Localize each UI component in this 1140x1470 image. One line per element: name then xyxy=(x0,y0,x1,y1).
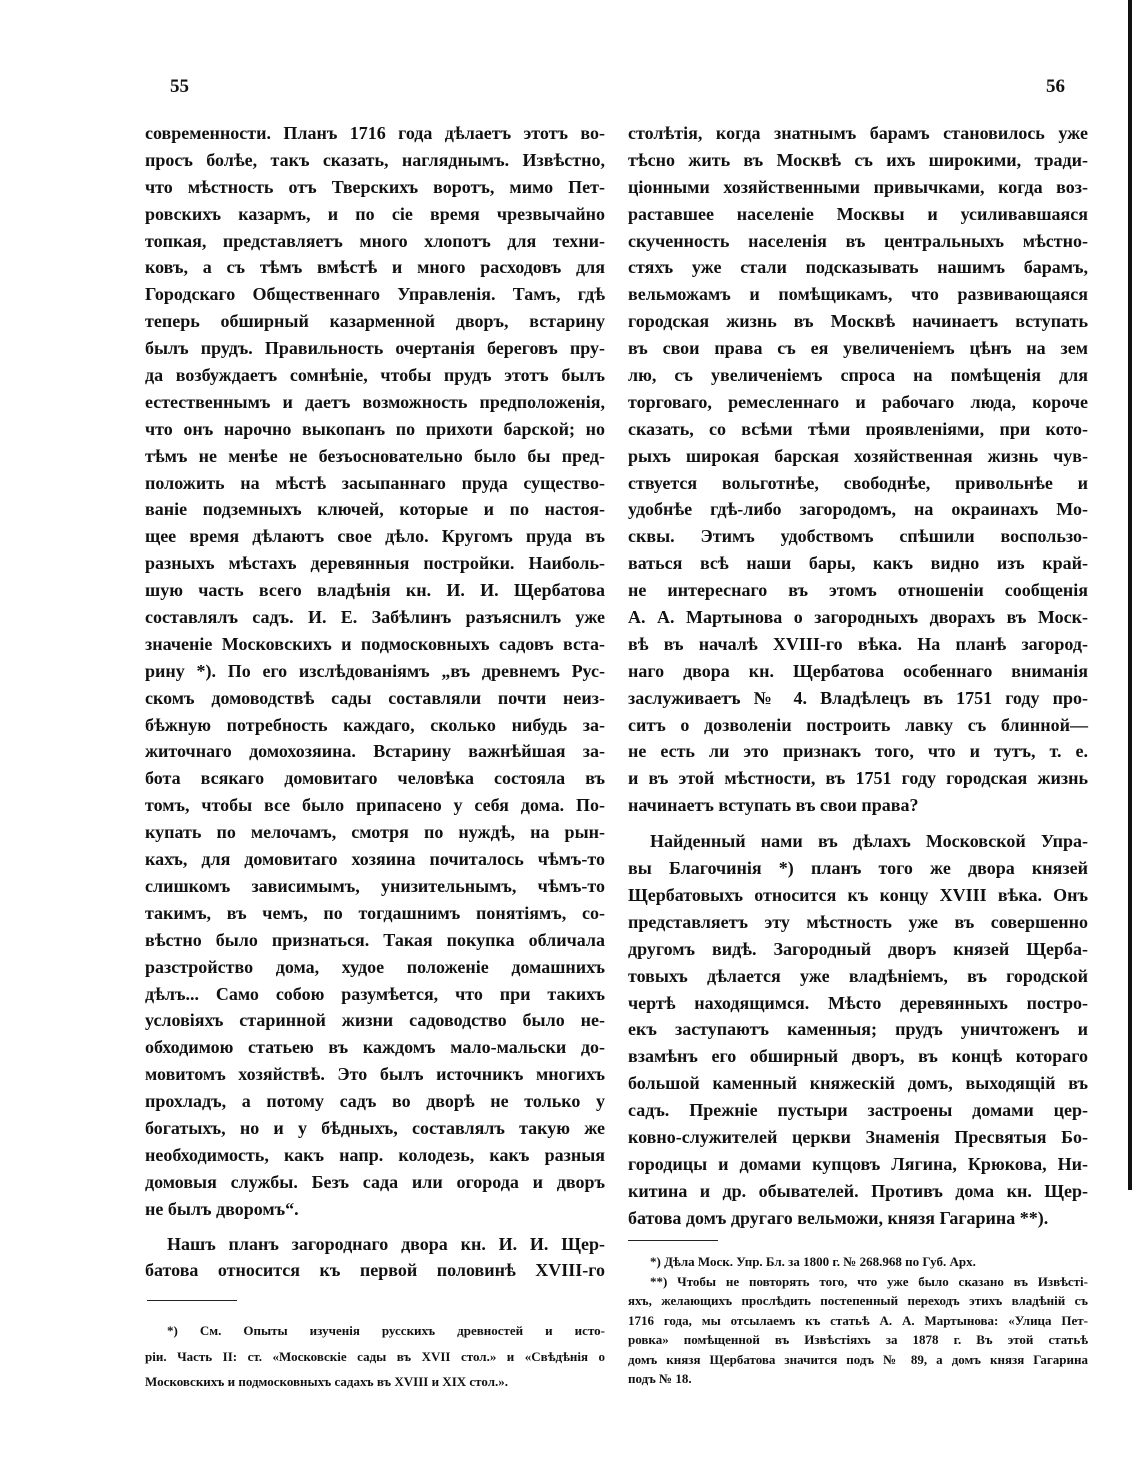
text-line: начинаетъ вступать въ свои права? xyxy=(628,795,919,816)
text-line: вы Благочинія *) планъ того же двора князей xyxy=(628,858,1088,879)
text-line: составлялъ садъ. И. Е. Забѣлинъ разъяснилъ уже xyxy=(145,607,605,628)
text-line: топкая, представляетъ много хлопотъ для техни- xyxy=(145,230,605,251)
footnote-line: домъ князя Щербатова значится подъ № 89, а домъ князя Гагарина xyxy=(628,1351,1088,1367)
text-line: обходимою статьею въ каждомъ мало-мальски до- xyxy=(145,1037,605,1058)
text-line: слишкомъ зависимымъ, унизительнымъ, чѣмъ-то xyxy=(145,875,605,896)
text-line: не былъ дворомъ“. xyxy=(145,1198,299,1219)
text-line: представляетъ эту мѣстность уже въ совершенно xyxy=(628,911,1088,932)
text-line: товыхъ дѣлается уже владѣніемъ, въ городской xyxy=(628,965,1088,986)
text-line: другомъ видѣ. Загородный дворъ князей Щерба- xyxy=(628,938,1088,959)
text-line: Щербатовыхъ относится къ концу XVIII вѣка. Онъ xyxy=(628,884,1088,905)
text-line: мовитомъ хозяйствѣ. Это былъ источникъ многихъ xyxy=(145,1064,605,1085)
text-line: просъ болѣе, такъ сказать, нагляднымъ. Извѣстно, xyxy=(145,149,605,170)
text-line: тѣмъ не менѣе не безъосновательно было бы пред- xyxy=(145,445,605,466)
text-line: бѣжную потребность каждаго, сколько нибудь за- xyxy=(145,714,605,735)
text-line: разстройство дома, худое положеніе домашнихъ xyxy=(145,956,605,977)
text-line: батова относится къ первой половинѣ XVIII-го xyxy=(145,1260,605,1281)
text-line: необходимость, какъ напр. колодезь, какъ разныя xyxy=(145,1144,605,1165)
text-line: рыхъ широкая барская хозяйственная жизнь чув- xyxy=(628,445,1088,466)
text-line: ціонными хозяйственными привычками, когда воз- xyxy=(628,176,1088,197)
text-line: городицы и домами купцовъ Лягина, Крюкова, Ни- xyxy=(628,1153,1088,1174)
text-line: богатыхъ, но и у бѣдныхъ, составлялъ такую же xyxy=(145,1117,605,1138)
text-line: ковъ, а съ тѣмъ вмѣстѣ и много расходовъ для xyxy=(145,257,605,278)
footnote-line: яхъ, желающихъ прослѣдить постепенный переходъ этихъ владѣній съ xyxy=(628,1293,1088,1308)
footnote-rule-left xyxy=(147,1300,237,1301)
text-line: ваніе подземныхъ ключей, которые и по настоя- xyxy=(145,499,605,520)
footnote-line: подъ № 18. xyxy=(628,1371,692,1386)
text-line: условіяхъ старинной жизни садоводство было не- xyxy=(145,1010,605,1031)
text-line: купать по мелочамъ, смотря по нуждѣ, на рын- xyxy=(145,822,605,843)
text-line: значеніе Московскихъ и подмосковныхъ садовъ вста- xyxy=(145,633,605,654)
text-line: рину *). По его изслѣдованіямъ „въ древнемъ Рус- xyxy=(145,660,605,681)
text-line: стяхъ уже стали подсказывать нашимъ барамъ, xyxy=(628,257,1088,278)
left-footnotes xyxy=(145,1318,605,1395)
text-line: ваться всѣ наши бары, какъ видно изъ край- xyxy=(628,553,1088,574)
text-line: прохладъ, а потому садъ во дворѣ не только у xyxy=(145,1091,605,1112)
text-line: взамѣнъ его обширный дворъ, въ концѣ котораго xyxy=(628,1046,1088,1067)
text-line: что онъ нарочно выкопанъ по прихоти барской; но xyxy=(145,418,605,439)
footnote-line: 1716 года, мы отсылаемъ къ статьѣ А. А. Мартынова: «Улица Пет- xyxy=(628,1312,1088,1328)
text-line: не есть ли это признакъ того, что и тутъ, т. е. xyxy=(628,741,1088,762)
text-line: батова домъ другаго вельможи, князя Гагарина **). xyxy=(628,1207,1049,1228)
text-line: сквы. Этимъ удобствомъ спѣшили воспользо- xyxy=(628,526,1088,547)
footnote-line: ріи. Часть II: ст. «Московскіе сады въ XVII стол.» и «Свѣдѣнія о xyxy=(145,1348,605,1364)
footnote-line: ровка» помѣщенной въ Извѣстіяхъ за 1878 г. Въ этой статьѣ xyxy=(628,1332,1088,1347)
text-line: заслуживаетъ № 4. Владѣлецъ въ 1751 году про- xyxy=(628,687,1088,708)
text-line: да возбуждаетъ сомнѣніе, чтобы прудъ этотъ былъ xyxy=(145,365,605,386)
text-line: раставшее населеніе Москвы и усиливавшаяся xyxy=(628,203,1088,224)
text-line: торговаго, ремесленнаго и рабочаго люда, короче xyxy=(628,391,1088,412)
text-line: Нашъ планъ загороднаго двора кн. И. И. Щер- xyxy=(167,1233,605,1254)
text-line: Городскаго Общественнаго Управленія. Тамъ, гдѣ xyxy=(145,284,605,305)
text-line: наго двора кн. Щербатова особеннаго вниманія xyxy=(628,660,1088,681)
text-line: ковно-служителей церкви Знаменія Пресвятыя Бо- xyxy=(628,1126,1088,1147)
text-line: и въ этой мѣстности, въ 1751 году городская жизнь xyxy=(628,768,1088,789)
text-line: вельможамъ и помѣщикамъ, что развивающаяся xyxy=(628,284,1088,305)
text-line: дѣлъ... Само собою разумѣется, что при такихъ xyxy=(145,983,605,1004)
text-line: городская жизнь въ Москвѣ начинаетъ вступать xyxy=(628,311,1088,332)
text-line: домовыя службы. Безъ сада или огорода и дворъ xyxy=(145,1171,605,1192)
text-line: что мѣстность отъ Тверскихъ воротъ, мимо Пет- xyxy=(145,176,605,197)
right-footnotes xyxy=(628,1252,1088,1389)
text-line: ситъ о дозволеніи построить лавку съ блинной— xyxy=(628,714,1088,735)
text-line: удобнѣе гдѣ-либо загородомъ, на окраинахъ Мо- xyxy=(628,499,1088,520)
text-line: лю, съ увеличеніемъ спроса на помѣщенія для xyxy=(628,365,1088,386)
left-column-text xyxy=(145,120,605,1284)
footnote-line: Московскихъ и подмосковныхъ садахъ въ XVIII и XIX стол.». xyxy=(145,1374,509,1389)
footnote-line: *) Дѣла Моск. Упр. Бл. за 1800 г. № 268.968 по Губ. Арх. xyxy=(650,1254,976,1269)
text-line: разныхъ мѣстахъ деревянныя постройки. Наиболь- xyxy=(145,553,605,574)
text-line: столѣтія, когда знатнымъ барамъ становилось уже xyxy=(628,123,1088,143)
text-line: естественнымъ и даетъ возможность предположенія, xyxy=(145,391,605,412)
footnote-line: *) См. Опыты изученія русскихъ древностей и исто- xyxy=(167,1323,605,1338)
text-line: скомъ домоводствѣ сады составляли почти неиз- xyxy=(145,687,605,708)
text-line: такимъ, въ чемъ, по тогдашнимъ понятіямъ, со- xyxy=(145,902,605,923)
text-line: не интереснаго въ этомъ отношеніи сообщенія xyxy=(628,580,1088,601)
page-number-left: 55 xyxy=(170,76,189,97)
text-line: вѣ въ началѣ XVIII-го вѣка. На планѣ загород- xyxy=(628,633,1088,654)
text-line: сказать, со всѣми тѣми проявленіями, при кото- xyxy=(628,418,1088,439)
text-line: бота всякаго домовитаго человѣка состояла въ xyxy=(145,768,605,789)
text-line: современности. Планъ 1716 года дѣлаетъ этотъ во- xyxy=(145,123,605,143)
text-line: екъ заступаютъ каменныя; прудъ уничтоженъ и xyxy=(628,1019,1088,1040)
text-line: теперь обширный казарменной дворъ, встарину xyxy=(145,311,605,332)
text-line: большой каменный княжескій домъ, выходящій въ xyxy=(628,1073,1088,1094)
text-line: тѣсно жить въ Москвѣ съ ихъ широкими, тради- xyxy=(628,149,1088,170)
text-line: томъ, чтобы все было припасено у себя дома. По- xyxy=(145,795,605,816)
text-line: Найденный нами въ дѣлахъ Московской Упра- xyxy=(650,831,1088,852)
text-line: шую часть всего владѣнія кн. И. И. Щербатова xyxy=(145,580,605,601)
right-column-text xyxy=(628,120,1088,1232)
text-line: ствуется вольготнѣе, свободнѣе, привольнѣе и xyxy=(628,472,1088,493)
text-line: былъ прудъ. Правильность очертанія береговъ пру- xyxy=(145,338,605,359)
text-line: ровскихъ казармъ, и по сіе время чрезвычайно xyxy=(145,203,605,224)
text-line: китина и др. обывателей. Противъ дома кн. Щер- xyxy=(628,1180,1088,1201)
footnote-line: **) Чтобы не повторять того, что уже было сказано въ Извѣстi- xyxy=(650,1273,1088,1289)
text-line: положить на мѣстѣ засыпаннаго пруда существо- xyxy=(145,472,605,493)
text-line: А. А. Мартынова о загородныхъ дворахъ въ Моск- xyxy=(628,607,1088,628)
scan-page-edge xyxy=(1128,0,1132,1190)
text-line: чертѣ находящимся. Мѣсто деревянныхъ постро- xyxy=(628,992,1088,1013)
text-line: житочнаго домохозяина. Встарину важнѣйшая за- xyxy=(145,741,605,762)
text-line: кахъ, для домовитаго хозяина почиталось чѣмъ-то xyxy=(145,849,605,870)
text-line: скученность населенія въ центральныхъ мѣстно- xyxy=(628,230,1088,251)
text-line: вѣстно было признаться. Такая покупка обличала xyxy=(145,929,605,950)
text-line: въ свои права съ ея увеличеніемъ цѣнъ на зем xyxy=(628,338,1088,359)
text-line: щее время дѣлаютъ свое дѣло. Кругомъ пруда въ xyxy=(145,526,605,547)
text-line: садъ. Прежніе пустыри застроены домами цер- xyxy=(628,1100,1088,1121)
footnote-rule-right xyxy=(628,1240,718,1241)
page-number-right: 56 xyxy=(1046,76,1065,97)
